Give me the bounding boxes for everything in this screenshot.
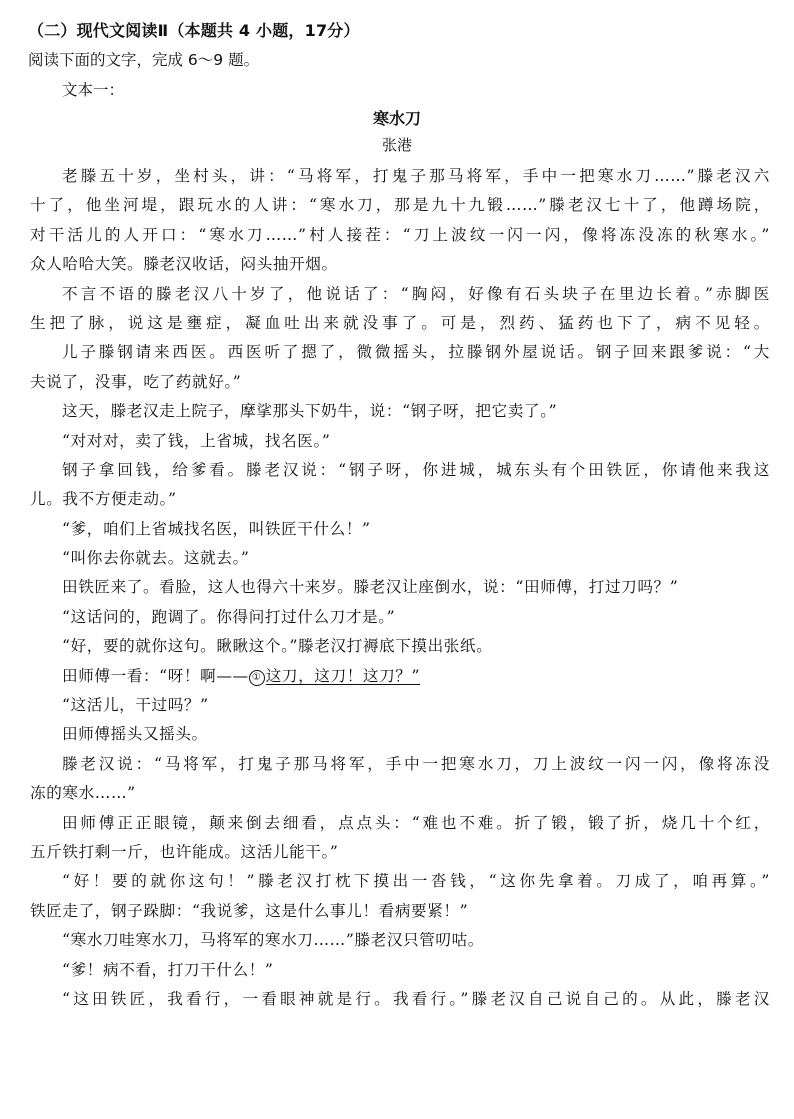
section-heading: （二）现代文阅读Ⅱ（本题共 4 小题，17分） (28, 21, 360, 40)
body-line: “这田铁匠，我看行，一看眼神就是行。我看行。”滕老汉自己说自己的。从此，滕老汉 (62, 989, 770, 1008)
body-line: “寒水刀哇寒水刀，马将军的寒水刀……”滕老汉只管叨咕。 (62, 931, 484, 950)
body-line: “这活儿，干过吗？” (62, 696, 209, 715)
body-line: 老滕五十岁，坐村头，讲：“马将军，打鬼子那马将军，手中一把寒水刀……”滕老汉六 (62, 167, 770, 185)
article-body (30, 162, 770, 1014)
body-line: 铁匠走了，钢子跺脚：“我说爹，这是什么事儿！看病要紧！” (30, 901, 469, 920)
body-line: 田铁匠来了。看脸，这人也得六十来岁。滕老汉让座倒水，说：“田师傅，打过刀吗？” (62, 578, 679, 597)
body-line: 儿子滕钢请来西医。西医听了摁了，微微摇头，拉滕钢外屋说话。钢子回来跟爹说：“大 (62, 343, 770, 362)
body-line: 这天，滕老汉走上院子，摩挲那头下奶牛，说：“钢子呀，把它卖了。” (62, 402, 558, 421)
body-line: 田师傅摇头又摇头。 (62, 725, 208, 744)
body-line: “叫你去你就去。这就去。” (62, 549, 250, 568)
article-author: 张港 (381, 136, 412, 154)
body-line: 众人哈哈大笑。滕老汉收话，闷头抽开烟。 (30, 255, 338, 274)
body-line: “好！要的就你这句！”滕老汉打枕下摸出一沓钱，“这你先拿着。刀成了，咱再算。” (62, 872, 770, 891)
annotation-marker: ① (249, 670, 265, 686)
body-line: 十了，他坐河堤，跟玩水的人讲：“寒水刀，那是九十九锻……”滕老汉七十了，他蹲场院， (30, 196, 770, 215)
body-line: 五斤铁打剩一斤，也许能成。这活儿能干。” (30, 842, 339, 861)
body-line: “这话问的，跑调了。你得问打过什么刀才是。” (62, 607, 396, 626)
article-title: 寒水刀 (372, 109, 421, 128)
body-line: 对干活儿的人开口：“寒水刀……”村人接茬：“刀上波纹一闪一闪，像将冻没冻的秋寒水。” (30, 225, 770, 244)
body-line: “爹，咱们上省城找名医，叫铁匠干什么！” (62, 519, 371, 538)
body-line: “对对对，卖了钱，上省城，找名医。” (62, 431, 331, 450)
body-line-start: 田师傅一看：“呀！啊—— (62, 666, 249, 685)
body-line: 冻的寒水……” (30, 784, 136, 803)
body-line: 钢子拿回钱，给爹看。滕老汉说：“钢子呀，你进城，城东头有个田铁匠，你请他来我这 (62, 460, 770, 479)
body-line: “爹！病不看，打刀干什么！” (62, 960, 274, 979)
body-line-annotated (30, 662, 770, 691)
body-line: 儿。我不方便走动。” (30, 490, 177, 509)
body-line: “好，要的就你这句。瞅瞅这个。”滕老汉打褥底下摸出张纸。 (62, 637, 493, 656)
body-line: 不言不语的滕老汉八十岁了，他说话了：“胸闷，好像有石头块子在里边长着。”赤脚医 (62, 284, 770, 303)
body-line: 田师傅正正眼镜，颠来倒去细看，点点头：“难也不难。折了锻，锻了折，烧几十个红， (62, 813, 770, 832)
body-line: 生把了脉，说这是壅症，凝血吐出来就没事了。可是，烈药、猛药也下了，病不见轻。 (30, 313, 770, 332)
annotated-phrase: 这刀，这刀！这刀？” (265, 666, 421, 685)
body-line: 滕老汉说：“马将军，打鬼子那马将军，手中一把寒水刀，刀上波纹一闪一闪，像将冻没 (62, 754, 770, 773)
instruction: 阅读下面的文字，完成 6～9 题。 (28, 51, 260, 69)
text-label: 文本一： (62, 81, 125, 99)
body-line: 夫说了，没事，吃了药就好。” (30, 372, 242, 391)
